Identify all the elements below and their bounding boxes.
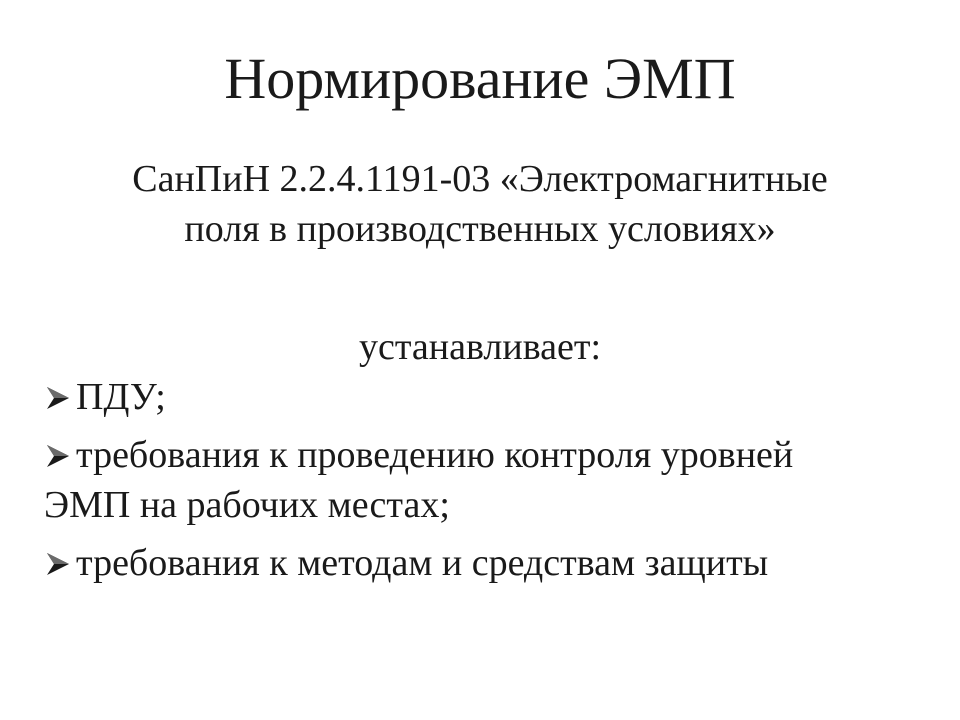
bullet-item-pdu <box>44 372 944 422</box>
subtitle-line-1: СанПиН 2.2.4.1191-03 «Электромагнитные <box>132 158 828 200</box>
bullet-item-protection <box>44 538 944 588</box>
bullet-item-control <box>44 430 944 530</box>
bullet-list <box>44 372 944 588</box>
intro-text: устанавливает: <box>358 326 602 368</box>
subtitle-line-2: поля в производственных условиях» <box>184 208 776 250</box>
bullet-text: требования к методам и средствам защиты <box>76 542 769 584</box>
arrowhead-bullet-icon <box>44 442 74 470</box>
arrowhead-bullet-icon <box>44 550 74 578</box>
slide-title: Нормирование ЭМП <box>224 46 736 111</box>
bullet-text-continuation: ЭМП на рабочих местах; <box>44 484 450 526</box>
bullet-text: требования к проведению контроля уровней <box>76 434 794 476</box>
subtitle <box>60 154 900 254</box>
bullet-text: ПДУ; <box>76 376 166 418</box>
arrowhead-bullet-icon <box>44 384 74 412</box>
